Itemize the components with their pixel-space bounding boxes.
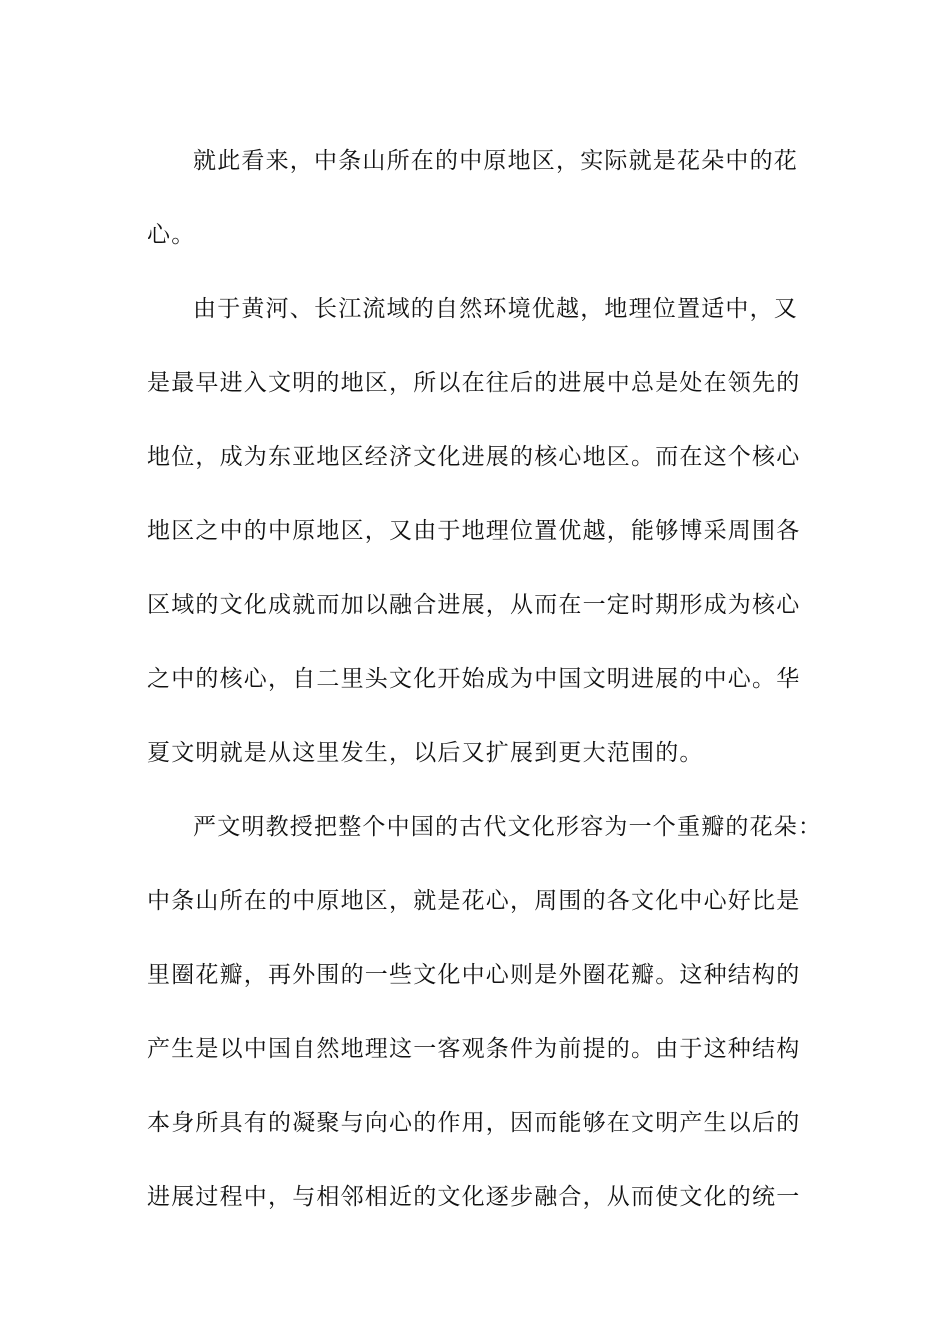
text-line: 产生是以中国自然地理这一客观条件为前提的。由于这种结构 bbox=[147, 1036, 801, 1062]
text-line: 心。 bbox=[147, 222, 196, 248]
text-line: 本身所具有的凝聚与向心的作用，因而能够在文明产生以后的 bbox=[147, 1110, 801, 1136]
text-line: 是最早进入文明的地区，所以在往后的进展中总是处在领先的 bbox=[147, 370, 801, 396]
text-line: 地位，成为东亚地区经济文化进展的核心地区。而在这个核心 bbox=[147, 444, 801, 470]
text-line: 之中的核心，自二里头文化开始成为中国文明进展的中心。华 bbox=[147, 666, 801, 692]
body-text bbox=[147, 124, 823, 1234]
text-line: 进展过程中，与相邻相近的文化逐步融合，从而使文化的统一 bbox=[147, 1184, 801, 1210]
text-line: 里圈花瓣，再外围的一些文化中心则是外圈花瓣。这种结构的 bbox=[147, 962, 801, 988]
text-line: 中条山所在的中原地区，就是花心，周围的各文化中心好比是 bbox=[147, 888, 801, 914]
text-line: 严文明教授把整个中国的古代文化形容为一个重瓣的花朵： bbox=[193, 814, 823, 840]
text-line: 夏文明就是从这里发生，以后又扩展到更大范围的。 bbox=[147, 740, 704, 766]
text-line: 由于黄河、长江流域的自然环境优越，地理位置适中，又 bbox=[193, 296, 798, 322]
text-line: 区域的文化成就而加以融合进展，从而在一定时期形成为核心 bbox=[147, 592, 801, 618]
text-line: 就此看来，中条山所在的中原地区，实际就是花朵中的花 bbox=[193, 148, 798, 174]
text-line: 地区之中的中原地区，又由于地理位置优越，能够博采周围各 bbox=[147, 518, 801, 544]
